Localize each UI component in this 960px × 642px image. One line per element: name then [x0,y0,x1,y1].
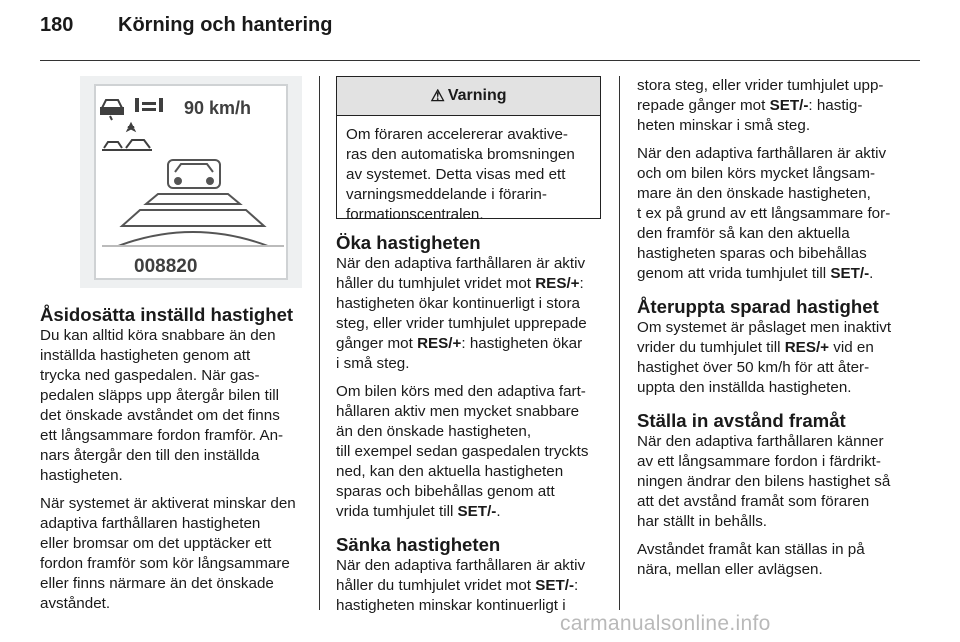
control-label: SET/- [830,265,870,282]
set-speed-text: 90 km/h [184,98,252,118]
warning-icon: ⚠ [430,88,445,105]
column-divider-2 [619,76,620,610]
road-distance-markers [102,194,284,246]
warning-title: Varning [447,87,507,104]
running-title: Körning och hantering [118,14,333,36]
paragraph: stora steg, eller vrider tumhjulet upp- repade gånger mot SET/-: hastig- heten minskar i små steg. [637,77,884,134]
paragraph: När den adaptiva farthållaren är aktiv och om bilen körs mycket långsam- mare än den önskade hastigheten, t ex på grund av ett långsammare for- den framför så kan den aktuella hastigheten sparas och bibehållas genom att vrida tumhjulet till SET/-. [637,145,891,282]
follow-vehicle-icon [102,124,152,150]
paragraph: När systemet är aktiverat minskar den adaptiva farthållaren hastigheten eller bromsar om det upptäcker ett fordon framför som kör långsammare eller finns närmare än det önskade avståndet. [40,495,296,612]
heading-decrease-speed: Sänka hastigheten [336,534,501,555]
heading-increase-speed: Öka hastigheten [336,232,481,253]
paragraph: Om bilen körs med den adaptiva fart- hållaren aktiv men mycket snabbare än den önskade hastigheten, till exempel sedan gaspedalen tryckts ned, kan den aktuella hastigheten sparas och bibehållas genom att vrida tumhjulet till SET/-. [336,383,589,520]
control-label: SET/- [535,577,575,594]
page-number: 180 [40,14,74,36]
warning-box [336,76,601,223]
control-label: RES/+ [784,339,830,356]
paragraph: Avståndet framåt kan ställas in på nära, mellan eller avlägsen. [637,541,865,578]
control-label: SET/- [457,503,497,520]
column-divider-1 [319,76,320,610]
column-2 [336,232,606,628]
watermark: carmanualsonline.info [560,612,771,635]
page-header [40,14,920,54]
acc-car-icon [101,100,123,120]
warning-header [337,77,600,116]
distance-bars-icon [135,98,163,112]
warning-text: Om föraren accelererar avaktive- ras den automatiska bromsningen av systemet. Detta visas med ett varningsmeddelande i förarin- formationscentralen. [346,126,575,223]
cluster-display-figure [80,76,302,288]
heading-set-distance: Ställa in avstånd framåt [637,410,846,431]
paragraph: När den adaptiva farthållaren känner av ett långsammare fordon i färdrikt- ningen ändrar den bilens hastighet så att det avstånd framåt som föraren har ställt in behålls. [637,433,891,530]
control-label: RES/+ [535,275,580,292]
paragraph: När den adaptiva farthållaren är aktiv håller du tumhjulet vridet mot RES/+: hastigheten ökar kontinuerligt i stora steg, eller vrider tumhjulet upprepade gånger mot RES/+: hastigheten ökar i små steg. [336,255,587,372]
paragraph: Om systemet är påslaget men inaktivt vrider du tumhjulet till RES/+ vid en hastighet över 50 km/h för att åter- uppta den inställda hastigheten. [637,319,892,396]
odometer-text: 008820 [134,256,198,277]
control-label: SET/- [769,97,809,114]
cluster-display [94,84,288,280]
column-1 [40,304,312,626]
heading-resume-speed: Återuppta sparad hastighet [637,296,879,317]
header-rule [40,60,920,61]
control-label: RES/+ [417,335,462,352]
paragraph: Du kan alltid köra snabbare än den inställda hastigheten genom att trycka ned gaspedalen. När gas- pedalen släpps upp återgår bilen till det önskade avståndet om det finns ett långsammare fordon framför. An- nars återgår den till den inställda hastigheten. [40,327,284,484]
column-3 [637,76,922,592]
lead-vehicle-icon [168,160,220,188]
paragraph: När den adaptiva farthållaren är aktiv håller du tumhjulet vridet mot SET/-: hastigheten minskar kontinuerligt i [336,557,586,614]
heading-override-speed: Åsidosätta inställd hastighet [40,304,294,325]
